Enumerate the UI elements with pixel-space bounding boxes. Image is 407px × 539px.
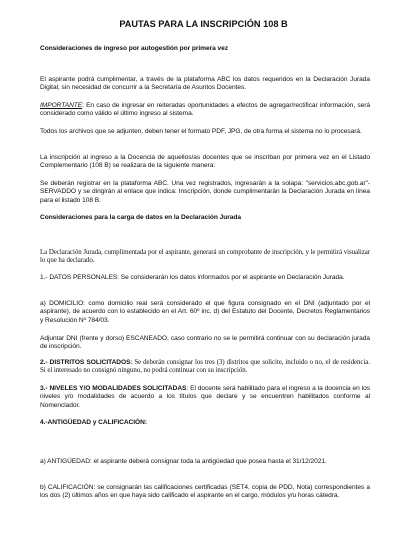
section-heading-autogestion: Consideraciones de ingreso por autogestión por primera vez — [40, 45, 228, 52]
section-heading-carga-datos: Consideraciones para la carga de datos en la Declaración Jurada — [40, 214, 241, 221]
paragraph-adjuntar-dni: Adjuntar DNI (frente y dorso) ESCANEADO, caso contrario no se le permitirá continuar con su declaración jurada de inscripción. — [40, 335, 370, 351]
paragraph-importante — [40, 102, 370, 119]
paragraph-antiguedad — [40, 458, 370, 466]
paragraph-inscripcion-primera-vez: La inscripción al ingreso a la Docencia de aquellos/as docentes que se inscriban por primera vez en el Listado Complementario (108 B) se realizara de la siguiente manera: — [40, 154, 370, 170]
document-title: PAUTAS PARA LA INSCRIPCIÓN 108 B — [119, 19, 288, 29]
paragraph-calificacion — [40, 484, 370, 501]
paragraph-distritos — [40, 359, 370, 376]
domicilio-label: a) DOMICILIO — [40, 300, 84, 307]
heading-antiguedad-calificacion: 4.-ANTIGÜEDAD y CALIFICACIÓN: — [40, 419, 147, 426]
antiguedad-label: a) ANTIGÜEDAD — [40, 458, 90, 465]
antiguedad-text: : el aspirante deberá consignar toda la antigüedad que posea hasta el 31/12/2021. — [89, 458, 327, 465]
niveles-text: : El docente será habilitado para el ingreso a la docencia en los niveles y/o modalidades de acuerdo a los títulos que declare y se encuentren habilitados conforme al Nomenclador. — [40, 385, 370, 409]
paragraph-plataforma-abc: El aspirante podrá cumplimentar, a través de la plataforma ABC los datos requeridos en la Declaración Jurada Digital, sin necesidad de concurrir a la Secretaría de Asuntos Docentes. — [40, 76, 370, 92]
paragraph-domicilio — [40, 300, 370, 325]
paragraph-declaracion-jurada: La Declaración Jurada, cumplimentada por el aspirante, generará un comprobante de inscripción, y le permitirá visualizar lo que ha declarado. — [40, 249, 370, 265]
distritos-text: : Se deberán consignar los tres (3) distritos que solicite, incluido o no, el de residencia. Si el interesado no consignó ninguno, no podrá continuar con su inscripción. — [40, 359, 370, 375]
paragraph-formatos-archivos: Todos los archivos que se adjunten, deben tener el formato PDF, JPG, de otra forma el sistema no lo procesará. — [40, 128, 362, 135]
calificacion-label: b) CALIFICACIÓN — [40, 484, 94, 491]
distritos-label: 2.- DISTRITOS SOLICITADOS — [40, 359, 131, 366]
domicilio-text: : como domicilio real será considerado el que figura consignado en el DNI (adjuntado por el aspirante), de acuerdo con lo establecido en el Art. 60º inc. d) del Estatuto del Docente, Decretos Reglamentarios y Resolución Nº 784/03. — [40, 300, 370, 324]
calificacion-text: : se consignarán las calificaciones certificadas (SET4, copia de PDD, Nota) correspondientes a los dos (2) últimos años en que haya sido calificado el aspirante en el cargo, módulos y/u horas cátedra. — [40, 484, 371, 500]
datos-personales-label: 1.- DATOS PERSONALES — [40, 274, 118, 281]
niveles-label: 3.- NIVELES Y/O MODALIDADES SOLICITADAS — [40, 385, 187, 392]
importante-text: : En caso de ingresar en reiteradas oportunidades a efectos de agregar/rectificar información, será considerado como válido el último ingreso al sistema. — [40, 102, 370, 118]
paragraph-niveles-modalidades — [40, 385, 370, 410]
datos-personales-text: : Se considerarán los datos informados por el aspirante en Declaración Jurada. — [117, 274, 345, 281]
paragraph-registro-plataforma: Se deberán registrar en la plataforma ABC. Una vez registrados, ingresarán a la solapa: "servicios.abc.gob.ar"- SERVADDO y se dirigirán al enlace que indica: Inscripción, donde cumplimentarán la Declaración Jurada en línea para el listado 108 B. — [40, 180, 370, 204]
paragraph-datos-personales — [40, 274, 370, 282]
importante-label: IMPORTANTE — [40, 102, 83, 109]
